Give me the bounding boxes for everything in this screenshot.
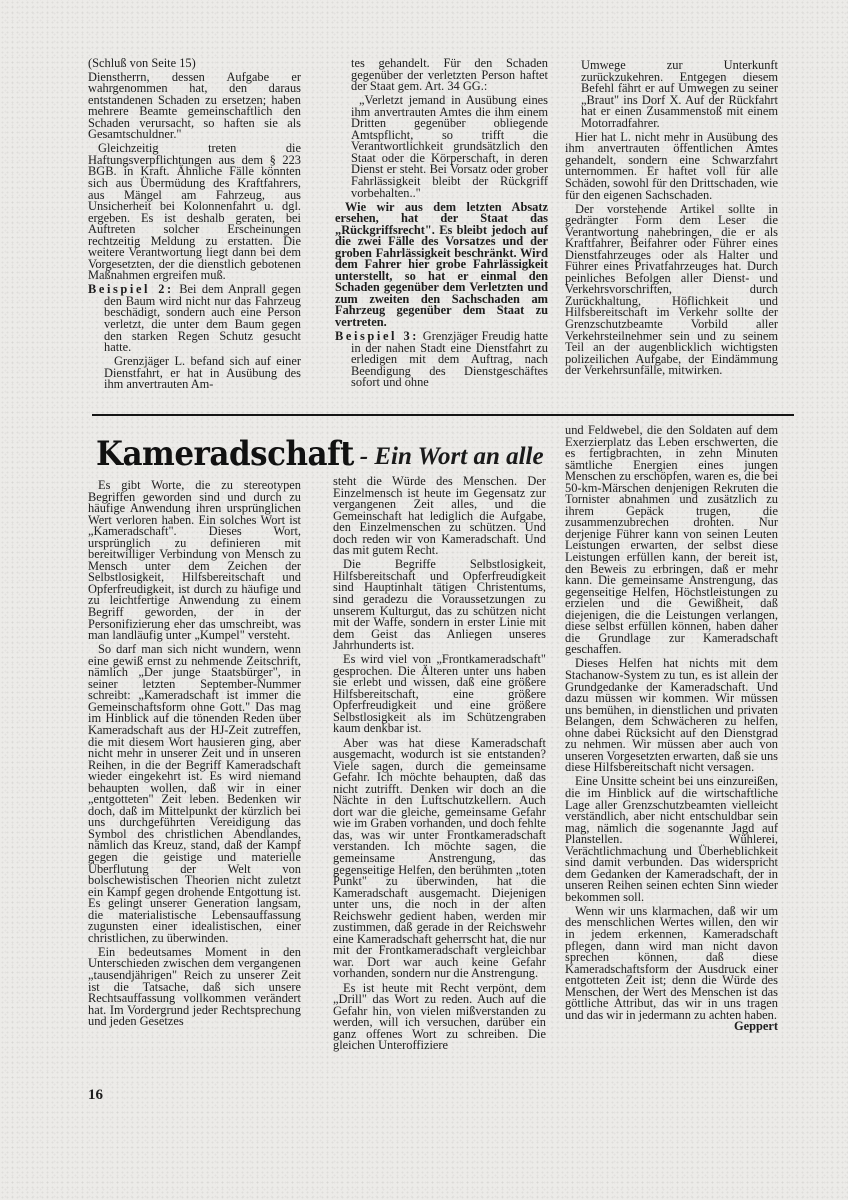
paragraph: Umwege zur Unterkunft zurückzukehren. Entgegen diesem Befehl fährt er auf Umwegen zu seiner „Braut" ins Dorf X. Auf der Rückfahrt hat er einen Zusammenstoß mit einem Motorradfahrer. xyxy=(581,58,778,130)
paragraph: Der vorstehende Artikel sollte in gedrängter Form dem Leser die Verantwortung nahebringen, die er als Kraftfahrer, Beifahrer oder Führer eines Dienstfahrzeuges oder als Halter und Führer eines Privatfahrzeuges hat. Durch peinliches Befolgen aller Dienst- und Verkehrsvorschriften, durch Zurückhaltung, Höflichkeit und Hilfsbereitschaft im Verkehr sollte der Grenzschutzbeamte Vorbild aller Verkehrsteilnehmer sein und zu seinem Teil an der augenblicklich wichtigsten polizeilichen Aufgabe, der Eindämmung der Verkehrsunfälle, mitwirken. xyxy=(565,201,778,378)
paragraph: Es wird viel von „Frontkameradschaft" gesprochen. Die Älteren unter uns haben sie erlebt und wissen, daß eine größere Hilfsbereitschaft, eine größere Opferfreudigkeit und eine größere Selbstlosigkeit als im Schützengraben kaum denkbar ist. xyxy=(333,652,546,736)
paragraph: Aber was hat diese Kameradschaft ausgemacht, wodurch ist sie entstanden? Viele sagen, durch die gemeinsame Gefahr. Ich möchte behaupten, daß das nicht zutrifft. Denken wir doch an die Nächte in den Luftschutzkellern. Auch dort war die gleiche, gemeinsame Gefahr wie im Graben vorhanden, und doch fehlte das, was wir unter Frontkameradschaft verstanden. Ich möchte sagen, die gemeinsame Anstrengung, das gegenseitige Helfen, den berühmten „toten Punkt" zu überwinden, hat die Kameradschaft ausgemacht. Diejenigen unter uns, die noch in der alten Reichswehr gedient haben, werden mir zustimmen, daß gerade in der Reichswehr eine Kameradschaft geherrscht hat, die nur mit der Frontkameradschaft vergleichbar war. Dort war auch keine Gefahr vorhanden, sondern nur die Anstrengung. xyxy=(333,735,546,981)
example-paragraph xyxy=(335,331,548,389)
continued-column-2 xyxy=(335,58,548,391)
paragraph: Dienstherrn, dessen Aufgabe er wahrgenommen hat, den daraus entstandenen Schaden zu ersetzen; haben mehrere Beamte gemeinschaftlich den Schaden verursacht, so haften sie als Gesamtschuldner." xyxy=(88,69,301,142)
author-name: Geppert xyxy=(733,1019,778,1034)
example-text: Grenzjäger Freudig hatte in der nahen Stadt eine Dienstfahrt zu erledigen mit dem Auftrag, nach Beendigung des Dienstgeschäftes sofort und ohne xyxy=(351,329,548,390)
legal-quote: „Verletzt jemand in Ausübung eines ihm anvertrauten Amtes die ihm einem Dritten gegenüber obliegende Amtspflicht, so trifft die Verantwortlichkeit grundsätzlich den Staat oder die Körperschaft, in deren Dienst er steht. Bei Vorsatz oder grober Fahrlässigkeit bleibt der Rückgriff vorbehalten.." xyxy=(351,93,548,200)
article-subtitle: - Ein Wort an alle xyxy=(359,443,544,470)
continued-column-3 xyxy=(565,60,778,379)
paragraph: Es gibt Worte, die zu stereotypen Begriffen geworden sind und durch zu häufige Anwendung ihren ursprünglichen Wert verloren haben. Ein solches Wort ist „Kameradschaft". Dieses Wort, ursprünglich zu definieren mit bereitwilliger Verbindung von Mensch zu Mensch unter dem Zeichen der Selbstlosigkeit, Hilfsbereitschaft und Opferfreudigkeit, ist durch zu häufige und zu leichtfertige Anwendung zu einem Begriff geworden, der in der Personifizierung eher das umschreibt, was man landläufig unter „Kumpel" versteht. xyxy=(88,478,301,643)
section-divider xyxy=(92,414,794,416)
paragraph: Die Begriffe Selbstlosigkeit, Hilfsbereitschaft und Opferfreudigkeit sind Hauptinhalt tätigen Christentums, sind geradezu die Voraussetzungen zu unserem Kulturgut, das zu schützen nicht mit der Waffe, sondern in erster Linie mit dem Geist das Anliegen unseres Jahrhunderts ist. xyxy=(333,557,546,653)
article-column-1 xyxy=(88,480,301,1030)
example-text: Bei dem Anprall gegen den Baum wird nicht nur das Fahrzeug beschädigt, sondern auch eine Person verletzt, die unter dem Baum gegen den starken Regen Schutz gesucht hatte. xyxy=(104,282,301,355)
example-paragraph xyxy=(88,284,301,353)
example-label: Beispiel 3: xyxy=(335,329,419,344)
paragraph: Gleichzeitig treten die Haftungsverpflichtungen aus dem § 223 BGB. in Kraft. Ähnliche Fälle könnten sich aus Übermüdung des Kraftfahrers, aus Mängel am Fahrzeug, aus Unsicherheit bei Kolonnenfahrt u. dgl. ergeben. Es ist deshalb geraten, bei Auftreten solcher Erscheinungen rechtzeitig Meldung zu erstatten. Die weitere Verantwortung liegt dann bei dem Vorgesetzten, der die dienstlich gebotenen Maßnahmen ergreifen muß. xyxy=(88,141,301,283)
paragraph xyxy=(565,903,778,1034)
paragraph: So darf man sich nicht wundern, wenn eine gewiß ernst zu nehmende Zeitschrift, nämlich „Der junge Staatsbürger", in seiner letzten September-Nummer schreibt: „Kameradschaft ist immer die Gemeinschaftsform ohne Gott." Das mag im Hinblick auf die tönenden Reden über Kameradschaft aus der HJ-Zeit zutreffen, die mit diesem Wort hausieren ging, aber nicht mehr in unserer Zeit und in unseren Reihen, in die der Begriff Kameradschaft wieder eingekehrt ist. Es wird niemand behaupten wollen, daß wir in einer „entgotteten" Zeit leben. Bedenken wir doch, daß im Mittelpunkt der kürzlich bei uns durchgeführten Vereidigung das Symbol des christlichen Abendlandes, nämlich das Kreuz, stand, daß der Kampf gegen die geistige und materielle Überflutung der Welt von bolschewistischen Theorien nicht zuletzt ein Kampf gegen drohende Entgottung ist. Es gelingt unserer Generation langsam, die materialistische Lebensauffassung zugunsten einer idealistischen, einer christlichen, zu überwinden. xyxy=(88,642,301,945)
paragraph: Es ist heute mit Recht verpönt, dem „Drill" das Wort zu reden. Auch auf die Gefahr hin, von vielen mißverstanden zu werden, will ich versuchen, darüber ein ganz offenes Wort zu schreiben. Die gleichen Unteroffiziere xyxy=(333,980,546,1053)
article-title: Kameradschaft xyxy=(96,434,354,474)
paragraph: Hier hat L. nicht mehr in Ausübung des ihm anvertrauten öffentlichen Amtes gehandelt, sondern eine Schwarzfahrt unternommen. Er haftet voll für alle Schäden, sowohl für den Drittschaden, wie für den eigenen Sachschaden. xyxy=(565,129,778,202)
continued-column-1 xyxy=(88,58,301,393)
example-label: Beispiel 2: xyxy=(88,282,174,297)
continued-from-note: (Schluß von Seite 15) xyxy=(88,56,196,70)
paragraph: steht die Würde des Menschen. Der Einzelmensch ist heute im Gegensatz zur vergangenen Zeit alles, und die Gemeinschaft hat lediglich die Aufgabe, den Einzelmenschen zu schützen. Und doch reden wir von Kameradschaft. Und das mit gutem Recht. xyxy=(333,474,546,558)
paragraph-bold: Wie wir aus dem letzten Absatz ersehen, hat der Staat das „Rückgriffsrecht". Es bleibt jedoch auf die zwei Fälle des Vorsatzes und der groben Fahrlässigkeit beschränkt. Wird dem Fahrer hier grobe Fahrlässigkeit unterstellt, so hat er einmal den Schaden gegenüber dem Verletzten und zum zweiten den Sachschaden am Fahrzeug gegenüber dem Staat zu vertreten. xyxy=(335,199,548,330)
paragraph: Eine Unsitte scheint bei uns einzureißen, die im Hinblick auf die wirtschaftliche Lage aller Grenzschutzbeamten vielleicht verständlich, aber nicht entschuldbar sein mag, nämlich die sogenannte Jagd auf Planstellen. Wühlerei, Verächtlichmachung und Überheblichkeit sind damit verbunden. Das widerspricht dem Gedanken der Kameradschaft, der in unseren Reihen seinen echten Sinn wieder bekommen soll. xyxy=(565,774,778,904)
paragraph: und Feldwebel, die den Soldaten auf dem Exerzierplatz das Leben erschwerten, die es fertigbrachten, in zehn Minuten sämtliche Energien eines jungen Menschen zu erschöpfen, waren es, die bei 50-km-Märschen denjenigen Rekruten die Tornister abnahmen und zusätzlich zu ihrem Gepäck trugen, die zusammenzubrechen drohten. Nur derjenige Führer kann von seinen Leuten Leistungen erwarten, der selbst diese Leistungen erfüllen kann, der bereit ist, den Beweis zu erbringen, daß er mehr kann. Die gemeinsame Anstrengung, das gegenseitige Helfen, Höchstleistungen zu erzielen und die Gewißheit, daß diejenigen, die die Leistungen verlangen, diese selbst erfüllen können, haben daher die Grundlage zur Kameradschaft geschaffen. xyxy=(565,423,778,657)
paragraph: Ein bedeutsames Moment in den Unterschieden zwischen dem vergangenen „tausendjährigen" Reich zu unserer Zeit ist die Tatsache, daß sich unsere Rechtsauffassung vollkommen verändert hat. Im Vordergrund jeder Rechtsprechung und jeden Gesetzes xyxy=(88,944,301,1029)
article-column-3 xyxy=(565,425,778,1033)
paragraph: Dieses Helfen hat nichts mit dem Stachanow-System zu tun, es ist allein der Grundgedanke der Kameradschaft. Und dazu müssen wir kommen. Wir müssen uns bemühen, in dienstlichen und privaten Belangen, dem Schwächeren zu helfen, ohne dabei Rücksicht auf den Dienstgrad zu nehmen. Wir müssen aber auch von unseren Vorgesetzten erwarten, daß sie uns diese Hilfsbereitschaft nicht versagen. xyxy=(565,656,778,775)
paragraph: Grenzjäger L. befand sich auf einer Dienstfahrt, er hat in Ausübung des ihm anvertrauten Am- xyxy=(104,354,301,392)
paragraph-text: Wenn wir uns klarmachen, daß wir um des menschlichen Wertes willen, den wir in jedem erkennen, Kameradschaft pflegen, dann wird man nicht davon sprechen können, daß diese Kameradschaftsform der Ausdruck einer entgotteten Zeit ist; denn die Würde des Menschen, der Wert des Menschen ist das göttliche Attribut, das wir in uns tragen und das wir in jedermann zu achten haben. xyxy=(565,903,778,1022)
article-column-2 xyxy=(333,476,546,1054)
page-number: 16 xyxy=(88,1087,103,1103)
paragraph: tes gehandelt. Für den Schaden gegenüber der verletzten Person haftet der Staat gem. Art. 34 GG.: xyxy=(351,56,548,94)
article-headline xyxy=(96,436,544,472)
